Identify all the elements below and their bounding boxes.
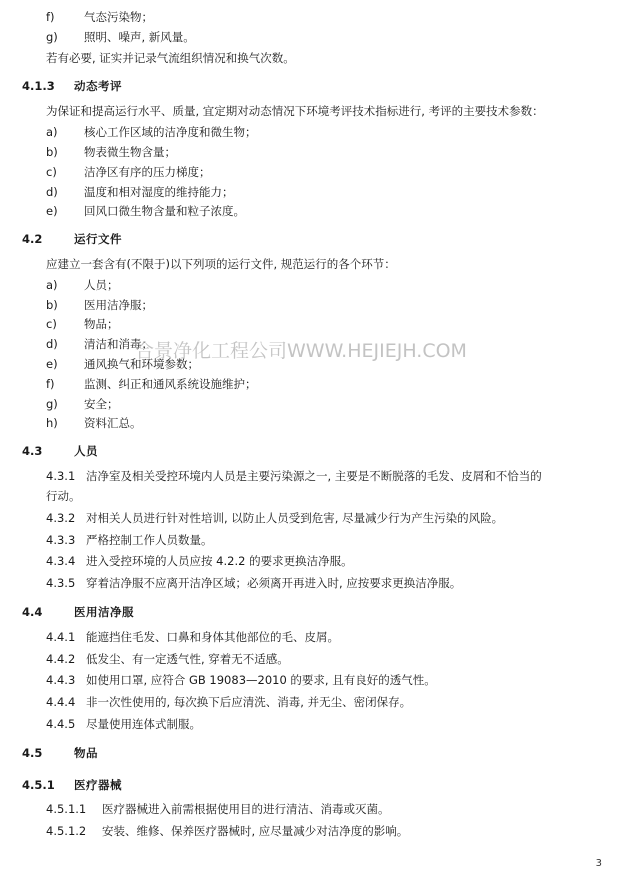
clause-4-4-2 xyxy=(22,649,602,671)
paragraph-top: 若有必要, 证实并记录气流组织情况和换气次数。 xyxy=(46,50,295,65)
list-item xyxy=(22,8,602,28)
list-item xyxy=(22,276,602,296)
clause-number: 4.3.2 xyxy=(46,510,76,525)
clause-number: 4.3.4 xyxy=(46,554,76,569)
list-marker: e) xyxy=(46,357,58,371)
clause-text: 医疗器械进入前需根据使用目的进行清洁、消毒或灭菌。 xyxy=(102,802,390,817)
clause-4-3-3 xyxy=(22,530,602,552)
list-marker: h) xyxy=(46,416,58,431)
heading-number: 4.5 xyxy=(22,745,43,760)
watermark-text: 合景净化工程公司WWW.HEJIEJH.COM xyxy=(135,340,467,362)
list-text: 温度和相对湿度的维持能力； xyxy=(84,184,234,199)
clause-text: 非一次性使用的, 每次换下后应清洗、消毒, 并无尘、密闭保存。 xyxy=(86,695,412,710)
list-marker: b) xyxy=(46,144,58,159)
heading-4-3 xyxy=(22,434,602,466)
list-marker: g) xyxy=(46,29,58,44)
clause-text: 对相关人员进行针对性培训, 以防止人员受到危害, 尽量减少行为产生污染的风险。 xyxy=(86,510,504,525)
heading-title: 人员 xyxy=(74,444,98,459)
list-marker: g) xyxy=(46,396,58,411)
list-item xyxy=(22,414,602,434)
clause-4-5-1-2 xyxy=(22,821,602,843)
heading-number: 4.4 xyxy=(22,604,43,619)
clause-number: 4.3.3 xyxy=(46,532,76,547)
list-marker: c) xyxy=(46,164,57,179)
list-text: 人员； xyxy=(84,277,119,292)
paragraph-4-2-intro: 应建立一套含有(不限于)以下列项的运行文件, 规范运行的各个环节： xyxy=(46,256,396,271)
clause-text: 能遮挡住毛发、口鼻和身体其他部位的毛、皮屑。 xyxy=(86,629,339,644)
heading-title: 物品 xyxy=(74,745,98,760)
list-marker: d) xyxy=(46,337,58,352)
clause-text: 如使用口罩, 应符合 GB 19083—2010 的要求, 且有良好的透气性。 xyxy=(86,673,436,688)
list-text: 气态污染物； xyxy=(84,10,153,24)
clause-text: 安装、维修、保养医疗器械时, 应尽量减少对洁净度的影响。 xyxy=(102,824,409,839)
list-text: 回风口微生物含量和粒子浓度。 xyxy=(84,204,245,219)
list-item xyxy=(22,183,602,203)
heading-4-4 xyxy=(22,595,602,627)
document-body xyxy=(22,8,602,843)
list-marker: f) xyxy=(46,376,55,391)
list-text: 物表微生物含量； xyxy=(84,144,176,159)
clause-text: 尽量使用连体式制服。 xyxy=(86,717,201,731)
list-marker: a) xyxy=(46,277,58,292)
heading-title: 运行文件 xyxy=(74,232,122,247)
list-item xyxy=(22,355,602,375)
list-text: 照明、噪声, 新风量。 xyxy=(84,29,195,44)
clause-number: 4.5.1.1 xyxy=(46,802,87,817)
list-marker: d) xyxy=(46,184,58,199)
clause-4-4-1 xyxy=(22,627,602,649)
clause-number: 4.4.5 xyxy=(46,717,76,731)
list-item xyxy=(22,123,602,143)
clause-4-3-4 xyxy=(22,551,602,573)
clause-4-4-5 xyxy=(22,714,602,736)
clause-text: 严格控制工作人员数量。 xyxy=(86,532,213,547)
heading-number: 4.5.1 xyxy=(22,777,55,792)
clause-text: 洁净室及相关受控环境内人员是主要污染源之一, 主要是不断脱落的毛发、皮屑和不恰当的 xyxy=(86,469,542,484)
clause-4-3-1 xyxy=(22,466,602,488)
clause-text: 穿着洁净服不应离开洁净区域；必须离开再进入时, 应按要求更换洁净服。 xyxy=(86,576,462,591)
list-marker: a) xyxy=(46,125,58,140)
list-text: 物品； xyxy=(84,317,119,332)
clause-number: 4.4.1 xyxy=(46,629,76,644)
list-item xyxy=(22,202,602,222)
paragraph-4-1-3-intro: 为保证和提高运行水平、质量, 宜定期对动态情况下环境考评技术指标进行, 考评的主要技术参数： xyxy=(46,104,544,119)
heading-number: 4.3 xyxy=(22,444,43,459)
list-item xyxy=(22,395,602,415)
list-marker: f) xyxy=(46,10,55,24)
clause-number: 4.4.3 xyxy=(46,673,76,688)
clause-4-4-3 xyxy=(22,670,602,692)
clause-4-3-2 xyxy=(22,508,602,530)
list-text: 医用洁净服； xyxy=(84,297,153,312)
list-text: 核心工作区域的洁净度和微生物； xyxy=(84,125,257,140)
clause-4-3-5 xyxy=(22,573,602,595)
heading-title: 医疗器械 xyxy=(74,777,122,792)
heading-number: 4.2 xyxy=(22,232,43,247)
list-item xyxy=(22,143,602,163)
list-text: 资料汇总。 xyxy=(84,416,142,431)
list-text: 清洁和消毒； xyxy=(84,337,153,352)
page-number: 3 xyxy=(595,858,602,869)
clause-number: 4.4.4 xyxy=(46,695,76,710)
list-item xyxy=(22,335,602,355)
clause-text: 进入受控环境的人员应按 4.2.2 的要求更换洁净服。 xyxy=(86,554,353,569)
list-text: 安全； xyxy=(84,396,119,411)
heading-4-5 xyxy=(22,736,602,768)
clause-text: 低发尘、有一定透气性, 穿着无不适感。 xyxy=(86,651,289,666)
list-text: 洁净区有序的压力梯度； xyxy=(84,164,211,179)
heading-4-1-3 xyxy=(22,69,602,101)
list-item xyxy=(22,315,602,335)
clause-number: 4.3.1 xyxy=(46,469,76,484)
clause-4-3-1-continuation: 行动。 xyxy=(46,488,81,503)
list-item xyxy=(22,28,602,48)
clause-number: 4.4.2 xyxy=(46,651,76,666)
list-marker: c) xyxy=(46,317,57,332)
list-item xyxy=(22,163,602,183)
list-marker: e) xyxy=(46,204,58,219)
list-marker: b) xyxy=(46,297,58,312)
list-text: 监测、纠正和通风系统设施维护； xyxy=(84,376,257,391)
list-item xyxy=(22,375,602,395)
heading-title: 动态考评 xyxy=(74,79,122,94)
clause-4-5-1-1 xyxy=(22,799,602,821)
list-text: 通风换气和环境参数； xyxy=(84,357,199,371)
heading-4-5-1 xyxy=(22,768,602,800)
clause-number: 4.5.1.2 xyxy=(46,824,87,839)
heading-4-2 xyxy=(22,222,602,254)
clause-number: 4.3.5 xyxy=(46,576,76,591)
clause-4-4-4 xyxy=(22,692,602,714)
list-item xyxy=(22,296,602,316)
heading-title: 医用洁净服 xyxy=(74,604,134,619)
heading-number: 4.1.3 xyxy=(22,79,55,94)
